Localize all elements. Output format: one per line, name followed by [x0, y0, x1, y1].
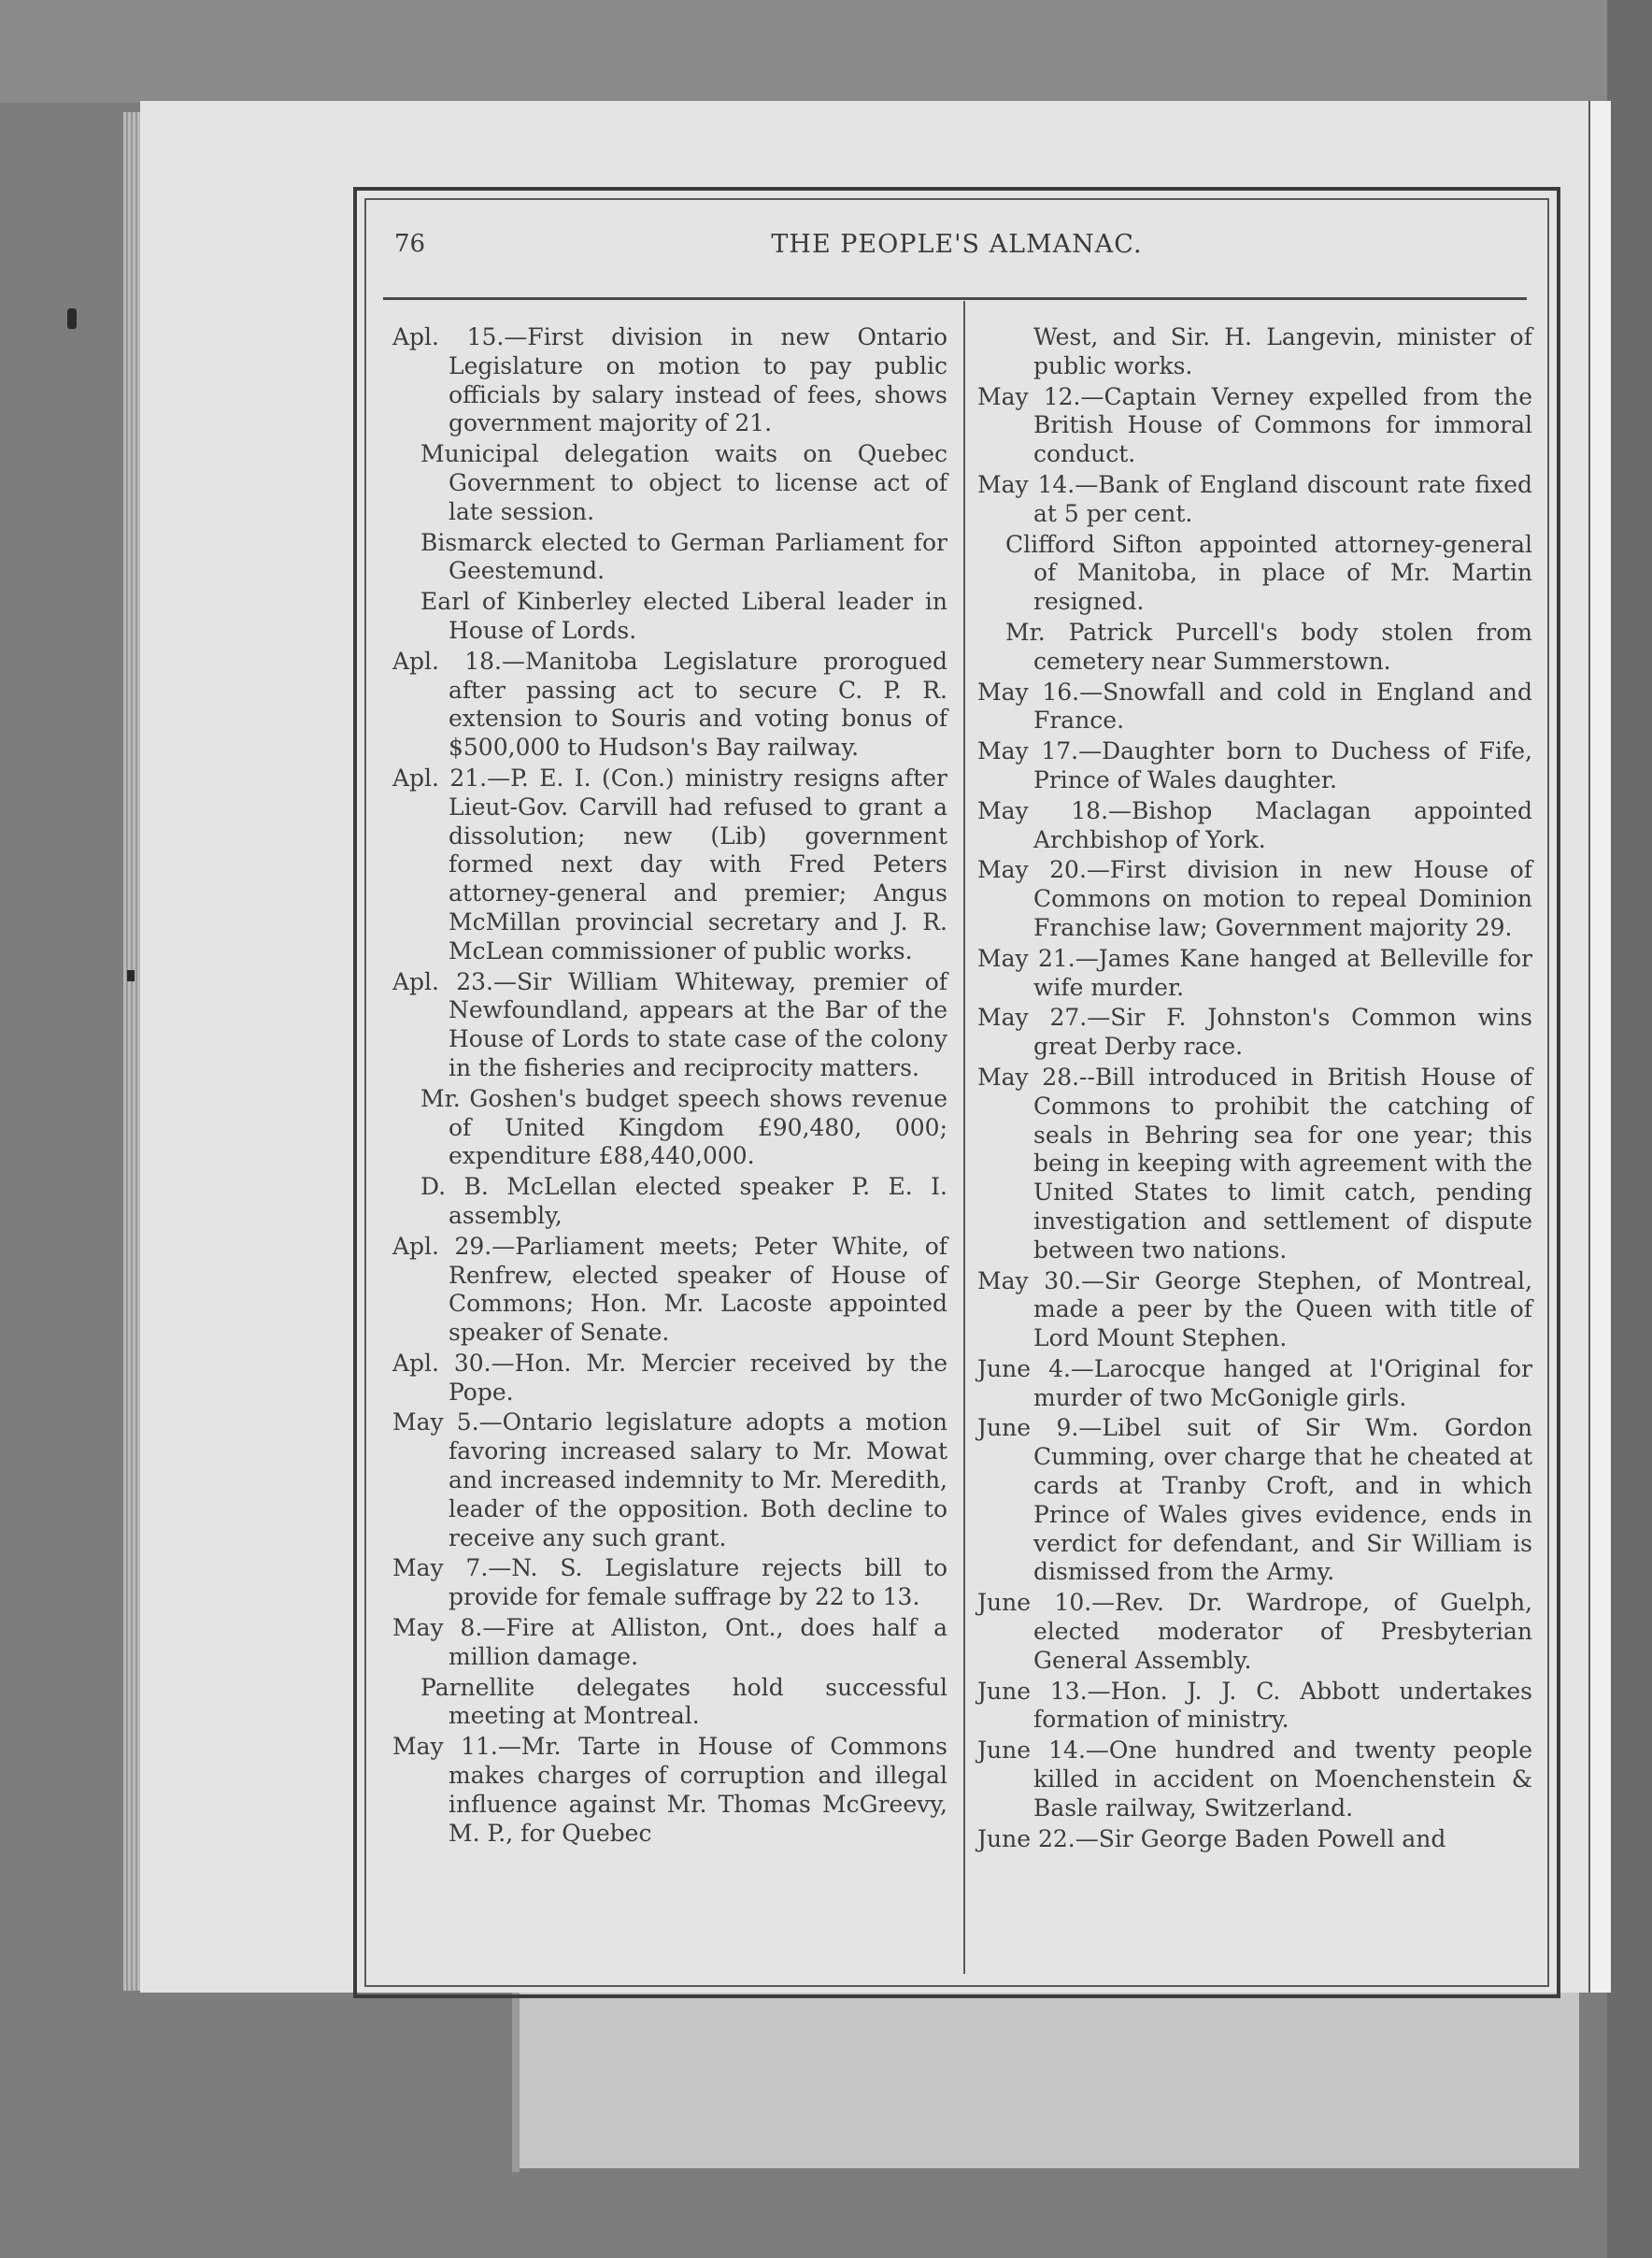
underlying-page [514, 1981, 1579, 2168]
chronology-entry: June 14.—One hundred and twenty people killed in accident on Moenchenstein & Basle railway, Switzerland. [977, 1736, 1532, 1822]
page-header [364, 230, 1549, 271]
facing-page-edge [1588, 101, 1611, 1993]
scan-speck [127, 970, 135, 981]
chronology-entry: Apl. 21.—P. E. I. (Con.) ministry resigns after Lieut-Gov. Carvill had refused to grant a dissolution; new (Lib) government formed next day with Fred Peters attorney-general and premier; Angus McMillan provincial secretary and J. R. McLean commissioner of public works. [392, 764, 947, 965]
right-column [977, 323, 1532, 1855]
chronology-entry: Municipal delegation waits on Quebec Government to object to license act of late session. [420, 440, 947, 525]
chronology-entry: June 22.—Sir George Baden Powell and [977, 1824, 1446, 1852]
chronology-entry: Apl. 30.—Hon. Mr. Mercier received by the Pope. [392, 1349, 947, 1406]
chronology-entry: June 13.—Hon. J. J. C. Abbott undertakes formation of ministry. [977, 1677, 1532, 1734]
running-title: THE PEOPLE'S ALMANAC. [771, 230, 1143, 259]
scan-background-right [1607, 0, 1652, 2258]
column-divider [963, 301, 965, 1974]
page-number: 76 [394, 230, 426, 258]
chronology-entry: May 12.—Captain Verney expelled from the British House of Commons for immoral conduct. [977, 382, 1532, 468]
chronology-entry: May 28.--Bill introduced in British House of Commons to prohibit the catching of seals in Behring sea for one year; this being in keeping with agreement with the United States to limit catch, pending investigation and settlement of dispute between two nations. [977, 1063, 1532, 1264]
chronology-entry: D. B. McLellan elected speaker P. E. I. assembly, [420, 1173, 947, 1229]
underlying-page-edge [512, 1979, 520, 2172]
chronology-entry: May 8.—Fire at Alliston, Ont., does half a million damage. [392, 1614, 947, 1670]
chronology-entry: Mr. Patrick Purcell's body stolen from cemetery near Summerstown. [1005, 618, 1532, 675]
chronology-entry: Mr. Goshen's budget speech shows revenue of United Kingdom £90,480, 000; expenditure £88,440,000. [420, 1084, 947, 1170]
chronology-entry: Bismarck elected to German Parliament for Geestemund. [420, 528, 947, 585]
chronology-entry: Apl. 29.—Parliament meets; Peter White, of Renfrew, elected speaker of House of Commons; Hon. Mr. Lacoste appointed speaker of Senate. [392, 1232, 947, 1347]
chronology-entry: May 5.—Ontario legislature adopts a motion favoring increased salary to Mr. Mowat and increased indemnity to Mr. Meredith, leader of the opposition. Both decline to receive any such grant. [392, 1408, 947, 1551]
chronology-entry: May 14.—Bank of England discount rate fixed at 5 per cent. [977, 470, 1532, 527]
chronology-entry: May 20.—First division in new House of Commons on motion to repeal Dominion Franchise law; Government majority 29. [977, 856, 1532, 941]
chronology-entry: May 16.—Snowfall and cold in England and France. [977, 678, 1532, 735]
chronology-entry: May 30.—Sir George Stephen, of Montreal, made a peer by the Queen with title of Lord Mount Stephen. [977, 1266, 1532, 1352]
chronology-entry: Clifford Sifton appointed attorney-general of Manitoba, in place of Mr. Martin resigned. [1005, 530, 1532, 616]
chronology-entry: Parnellite delegates hold successful meeting at Montreal. [420, 1673, 947, 1730]
scan-speck [67, 308, 77, 329]
scan-background-top [0, 0, 1652, 103]
chronology-entry: May 11.—Mr. Tarte in House of Commons makes charges of corruption and illegal influence against Mr. Thomas McGreevy, M. P., for Quebec [392, 1733, 947, 1847]
chronology-entry: Apl. 18.—Manitoba Legislature prorogued after passing act to secure C. P. R. extension to Souris and voting bonus of $500,000 to Hudson's Bay railway. [392, 647, 947, 762]
chronology-entry: June 10.—Rev. Dr. Wardrope, of Guelph, elected moderator of Presbyterian General Assembly. [977, 1589, 1532, 1674]
chronology-entry: Apl. 15.—First division in new Ontario Legislature on motion to pay public officials by salary instead of fees, shows government majority of 21. [392, 323, 947, 437]
chronology-entry: May 21.—James Kane hanged at Belleville for wife murder. [977, 944, 1532, 1001]
chronology-entry: Earl of Kinberley elected Liberal leader in House of Lords. [420, 588, 947, 644]
chronology-entry: May 27.—Sir F. Johnston's Common wins great Derby race. [977, 1004, 1532, 1061]
chronology-entry: May 18.—Bishop Maclagan appointed Archbishop of York. [977, 796, 1532, 853]
chronology-entry: Apl. 23.—Sir William Whiteway, premier of Newfoundland, appears at the Bar of the House of Lords to state case of the colony in the fisheries and reciprocity matters. [392, 967, 947, 1081]
chronology-entry: June 4.—Larocque hanged at l'Original for murder of two McGonigle girls. [977, 1354, 1532, 1411]
header-rule [383, 297, 1527, 300]
chronology-entry: May 7.—N. S. Legislature rejects bill to provide for female suffrage by 22 to 13. [392, 1554, 947, 1611]
left-column [392, 323, 947, 1850]
chronology-entry: May 17.—Daughter born to Duchess of Fife, Prince of Wales daughter. [977, 737, 1532, 793]
chronology-entry: West, and Sir. H. Langevin, minister of public works. [1033, 323, 1532, 379]
chronology-entry: June 9.—Libel suit of Sir Wm. Gordon Cumming, over charge that he cheated at cards at Tranby Croft, and in which Prince of Wales gives evidence, ends in verdict for defendant, and Sir William is dismissed from the Army. [977, 1414, 1532, 1586]
